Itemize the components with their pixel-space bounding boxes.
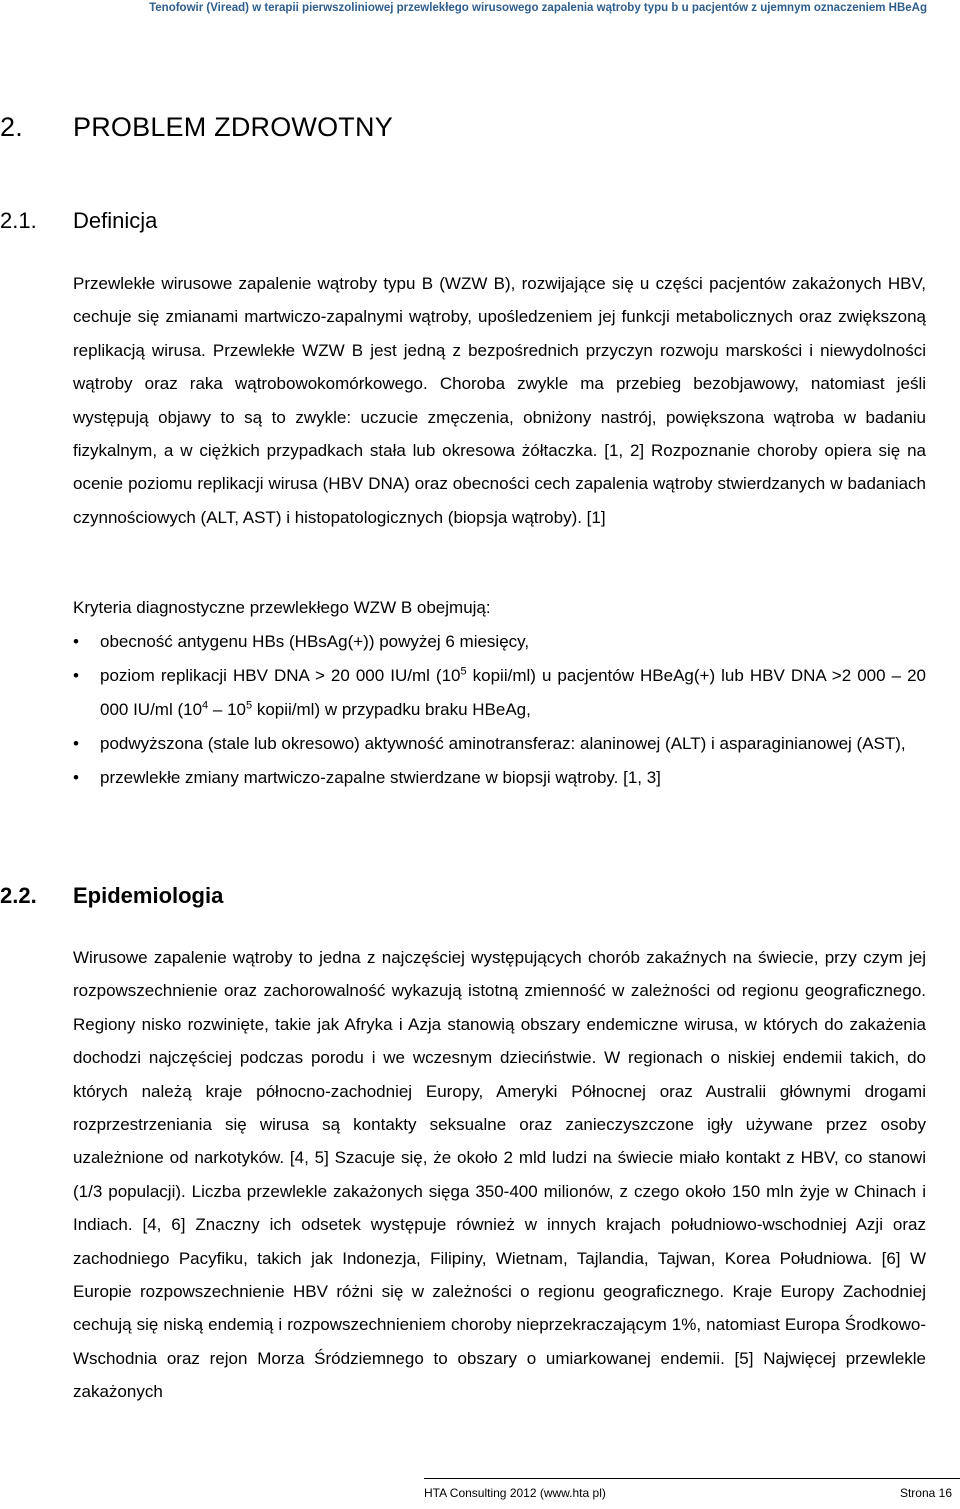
- superscript: 4: [202, 699, 209, 712]
- subsection-title: Definicja: [73, 208, 158, 233]
- subsection-heading-epidemiology: [0, 883, 223, 909]
- bullet-icon: •: [73, 734, 79, 753]
- criterion-text: przewlekłe zmiany martwiczo-zapalne stwierdzane w biopsji wątroby. [1, 3]: [100, 768, 661, 787]
- section-title: PROBLEM ZDROWOTNY: [73, 112, 393, 142]
- section-heading: [0, 112, 393, 143]
- definition-paragraph: Przewlekłe wirusowe zapalenie wątroby typu B (WZW B), rozwijające się u części pacjentów zakażonych HBV, cechuje się zmianami martwiczo-zapalnymi wątroby, upośledzeniem jej funkcji metabolicznych oraz zwiększoną replikacją wirusa. Przewlekłe WZW B jest jedną z bezpośrednich przyczyn rozwoju marskości i niewydolności wątroby oraz raka wątrobowokomórkowego. Choroba zwykle ma przebieg bezobjawowy, natomiast jeśli występują objawy to są to zwykle: uczucie zmęczenia, obniżony nastrój, powiększona wątroba w badaniu fizykalnym, a w ciężkich przypadkach stała lub okresowa żółtaczka. [1, 2] Rozpoznanie choroby opiera się na ocenie poziomu replikacji wirusa (HBV DNA) oraz obecności cech zapalenia wątroby stwierdzanych w badaniach czynnościowych (ALT, AST) i histopatologicznych (biopsja wątroby). [1]: [73, 274, 926, 527]
- criterion-text: podwyższona (stale lub okresowo) aktywność aminotransferaz: alaninowej (ALT) i asparaginianowej (AST),: [100, 734, 906, 753]
- list-item: [73, 625, 926, 659]
- bullet-icon: •: [73, 768, 79, 787]
- list-item: [73, 727, 926, 761]
- page-number: Strona 16: [899, 1486, 952, 1500]
- list-item: [73, 659, 926, 727]
- criteria-intro: Kryteria diagnostyczne przewlekłego WZW B obejmują:: [73, 598, 491, 617]
- subsection-heading-definition: [0, 208, 157, 234]
- criterion-text-part: poziom replikacji HBV DNA > 20 000 IU/ml (10: [100, 666, 461, 685]
- criteria-list: [73, 625, 926, 795]
- criterion-text-part: kopii/ml) w przypadku braku HBeAg,: [252, 700, 531, 719]
- subsection-number: 2.1.: [0, 208, 37, 233]
- subsection-title: Epidemiologia: [73, 883, 224, 908]
- bullet-icon: •: [73, 632, 79, 651]
- superscript: 5: [460, 665, 467, 678]
- criterion-text: obecność antygenu HBs (HBsAg(+)) powyżej 6 miesięcy,: [100, 632, 530, 651]
- bullet-icon: •: [73, 666, 79, 685]
- footer-company: HTA Consulting 2012 (www.hta pl): [424, 1486, 606, 1500]
- epidemiology-paragraph: Wirusowe zapalenie wątroby to jedna z najczęściej występujących chorób zakaźnych na świecie, przy czym jej rozpowszechnienie oraz zachorowalność wykazują istotną zmienność w zależności od regionu geograficznego. Regiony nisko rozwinięte, takie jak Afryka i Azja stanowią obszary endemiczne wirusa, w których do zakażenia dochodzi najczęściej podczas porodu i we wczesnym dzieciństwie. W regionach o niskiej endemii takich, do których należą kraje północno-zachodniej Europy, Ameryki Północnej oraz Australii głównymi drogami rozprzestrzeniania się wirusa są kontakty seksualne oraz zanieczyszczone igły używane przez osoby uzależnione od narkotyków. [4, 5] Szacuje się, że około 2 mld ludzi na świecie miało kontakt z HBV, co stanowi (1/3 populacji). Liczba przewlekle zakażonych sięga 350-400 milionów, z czego około 150 mln żyje w Chinach i Indiach. [4, 6] Znaczny ich odsetek występuje również w innych krajach południowo-wschodniej Azji oraz zachodniego Pacyfiku, takich jak Indonezja, Filipiny, Wietnam, Tajlandia, Tajwan, Korea Południowa. [6] W Europie rozpowszechnienie HBV różni się w zależności o regionu geograficznego. Kraje Europy Zachodniej cechują się niską endemią i rozpowszechnieniem choroby nieprzekraczającym 1%, natomiast Europa Środkowo-Wschodnia oraz rejon Morza Śródziemnego to obszary o umiarkowanej endemii. [5] Najwięcej przewlekle zakażonych: [73, 948, 926, 1402]
- section-number: 2.: [0, 112, 23, 142]
- list-item: [73, 761, 926, 795]
- running-header: Tenofowir (Viread) w terapii pierwszoliniowej przewlekłego wirusowego zapalenia wątroby typu b u pacjentów z ujemnym oznaczeniem HBeAg: [149, 2, 927, 14]
- criterion-text-part: kopii/ml) u pacjentów HBeAg(+) lub HBV DNA >2 000 – 20 000 IU/ml (10: [100, 666, 926, 719]
- criterion-text-part: – 10: [208, 700, 246, 719]
- subsection-number: 2.2.: [0, 883, 37, 908]
- superscript: 5: [245, 699, 253, 712]
- footer-divider: [424, 1478, 960, 1479]
